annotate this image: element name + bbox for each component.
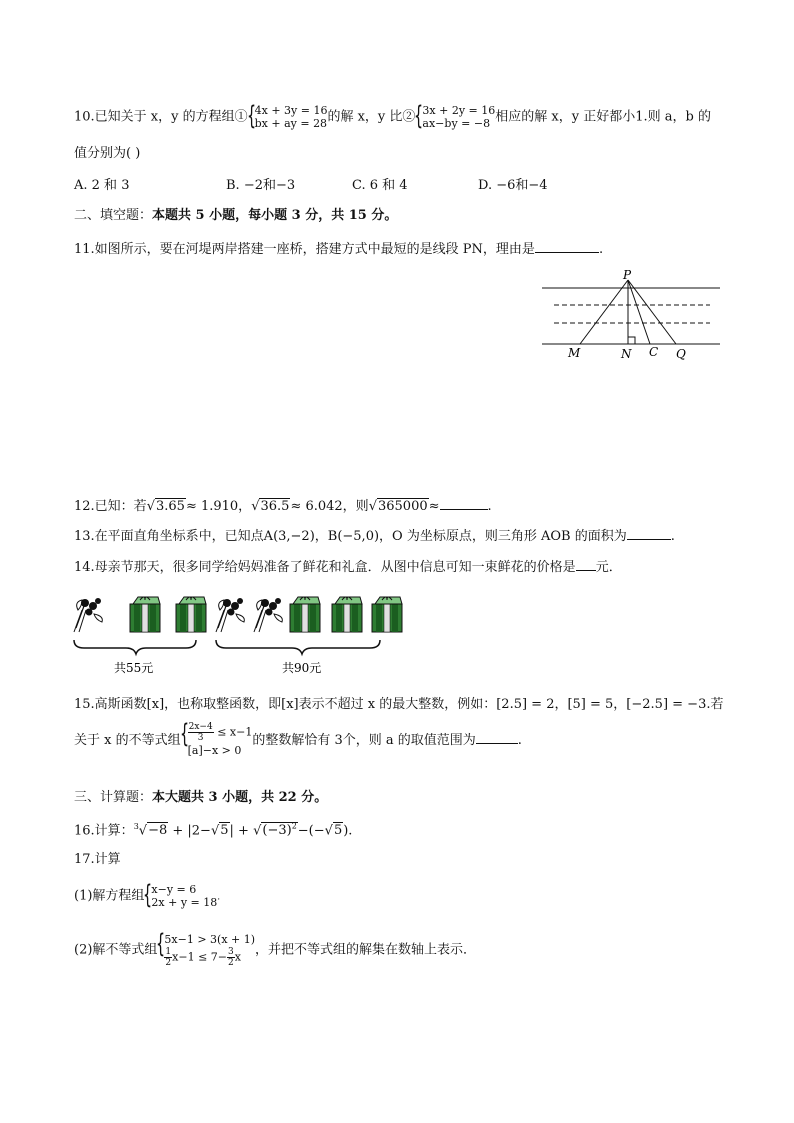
brace-right <box>216 640 380 654</box>
q16-radicand-3-base: (−3) <box>262 823 292 839</box>
q15-line2 <box>74 722 522 759</box>
q17-part1-eq1: { x−y = 6 <box>151 883 197 896</box>
label-m: M <box>568 346 581 360</box>
q10-sys1-eq1: { 4x + 3y = 16 <box>254 104 328 117</box>
q10-sys2-eq2: ax−by = −8 <box>422 117 491 130</box>
q16-end: ). <box>343 823 353 839</box>
q17-frac-3-num: 3 <box>228 947 234 957</box>
q17-part2-label: (2)解不等式组 <box>74 942 158 958</box>
label-q: Q <box>676 347 686 361</box>
q10-line1 <box>74 104 711 130</box>
q17-part2 <box>74 932 476 968</box>
q16-radicand-1: −8 <box>148 823 168 839</box>
gift-box-icon <box>130 597 160 632</box>
q15-frac-den: 3 <box>197 733 204 743</box>
q14-flowers-gifts-figure <box>70 592 410 684</box>
right-angle-mark <box>628 337 635 344</box>
q14-answer-blank <box>576 558 596 571</box>
q17-part2-row2-x: x <box>234 950 241 964</box>
q13-question: 13.在平面直角坐标系中，已知点A(3,−2)，B(−5,0)，O 为坐标原点，则三角形 AOB 的面积为 <box>74 529 627 544</box>
q16-radicand-2: 5 <box>220 823 229 839</box>
q13-answer-blank <box>627 527 671 540</box>
q15-inequality-system <box>181 722 253 759</box>
brace-right-label: 共90元 <box>282 661 322 675</box>
section3-heading <box>74 789 327 807</box>
q17-frac-half-den: 2 <box>165 958 172 968</box>
flower-icon <box>216 598 244 632</box>
q10-mid: 的解 x，y 比② <box>327 109 416 125</box>
q17-part2-row2-mid: x−1 ≤ 7− <box>172 950 228 964</box>
q15-pre: 关于 x 的不等式组 <box>74 733 181 748</box>
label-p: P <box>623 268 632 282</box>
q17-part1 <box>74 883 220 909</box>
q14-question: 14.母亲节那天，很多同学给妈妈准备了鲜花和礼盒．从图中信息可知一束鲜花的价格是 <box>74 560 576 575</box>
q10-options <box>74 177 714 195</box>
q17-frac-three-halves <box>227 947 235 968</box>
q17-frac-3-den: 2 <box>228 958 234 968</box>
gift-box-icon <box>176 597 206 632</box>
gift-box-icon <box>372 597 402 632</box>
flower-icon <box>74 598 102 632</box>
gift-box-icon <box>290 597 320 632</box>
section2-rest: 本题共 5 小题，每小题 3 分，共 15 分。 <box>152 208 398 223</box>
label-n: N <box>621 347 632 361</box>
q16-mid2: | + <box>229 823 254 839</box>
q11-river-figure <box>536 268 726 364</box>
q17-title: 17.计算 <box>74 852 121 867</box>
q11-end: . <box>598 242 604 257</box>
segment-pc <box>628 280 650 344</box>
q12-answer-blank <box>440 497 488 510</box>
label-c: C <box>649 345 659 359</box>
q11-question: 11.如图所示，要在河堤两岸搭建一座桥，搭建方式中最短的是线段 PN，理由是 <box>74 242 535 257</box>
q14-text <box>74 558 622 577</box>
q10-sys1-eq2: bx + ay = 28 <box>254 117 328 130</box>
section2-heading <box>74 207 397 225</box>
q12-end: . <box>487 499 492 514</box>
q10-option-a: A. 2 和 3 <box>74 178 130 193</box>
brace-left <box>74 640 196 654</box>
q12-radicand-1: 3.65 <box>155 499 185 514</box>
q10-option-d: D. −6和−4 <box>478 178 548 193</box>
gift-box-icon <box>332 597 362 632</box>
q10-sys2-eq1: { 3x + 2y = 16 <box>422 104 496 117</box>
q15-post: 的整数解恰有 3个，则 a 的取值范围为 <box>252 733 476 748</box>
q17-part1-eq2: 2x + y = 18 <box>151 896 218 909</box>
q16-text: 16.计算：$^3√-8 + |2-√5| + √(-3)^2-(-√5)$. <box>74 822 353 839</box>
q15-frac-num: { 2x−4 <box>188 722 213 732</box>
q15-line1: 15.高斯函数[x]，也称取整函数，即[x]表示不超过 x 的最大整数，例如：[2.5] = 2，[5] = 5，[−2.5] = −3.若 <box>74 697 724 712</box>
flower-icon <box>254 598 282 632</box>
q12-approx-1: ≈ 1.910， <box>185 499 252 514</box>
q16-radicand-4: 5 <box>333 823 343 839</box>
brace-left-label: 共55元 <box>114 661 154 675</box>
q13-text <box>74 527 675 546</box>
q12-approx-3: ≈ <box>428 499 440 514</box>
q10-system1 <box>248 104 328 130</box>
q15-row1: ≤ x−1 <box>217 725 253 739</box>
q17-part2-end: ，并把不等式组的解集在数轴上表示． <box>255 942 477 958</box>
q11-text <box>74 240 603 259</box>
q10-post: 相应的解 x，y 正好都小1.则 a，b 的 <box>495 109 711 125</box>
section2-label: 二、填空题： <box>74 208 153 223</box>
q16-exponent: 2 <box>291 822 297 831</box>
q14-unit: 元． <box>595 560 622 575</box>
q17-part1-system <box>144 883 217 909</box>
segment-pq <box>628 280 676 344</box>
q10-option-c: C. 6 和 4 <box>352 178 408 193</box>
q16-pre: 16.计算： <box>74 823 134 839</box>
q11-answer-blank <box>535 240 599 253</box>
q13-end: . <box>670 529 675 544</box>
q12-radicand-2: 36.5 <box>260 499 290 514</box>
q15-end: . <box>517 733 522 748</box>
q12-approx-2: ≈ 6.042，则 <box>290 499 369 514</box>
q17-frac-half-num: 1 <box>165 947 172 957</box>
section3-rest: 本大题共 3 小题，共 22 分。 <box>152 790 328 805</box>
q17-part2-row2 <box>164 947 255 968</box>
q17-part1-end: . <box>217 892 221 903</box>
q15-row2: [a]−x > 0 <box>187 744 242 757</box>
segment-pm <box>580 280 628 344</box>
q16-mid1: + |2− <box>168 823 211 839</box>
q16-mid3: −(− <box>297 823 325 839</box>
q17-part2-system <box>157 932 255 968</box>
q15-answer-blank <box>476 731 518 744</box>
q16-radicand-3 <box>261 822 297 838</box>
section3-label: 三、计算题： <box>74 790 153 805</box>
q10-pre: 10.已知关于 x，y 的方程组① <box>74 109 248 125</box>
q17-part2-row1: { 5x−1 > 3(x + 1) <box>164 933 256 946</box>
q15-fraction <box>188 722 214 743</box>
q16-root-index: 3 <box>133 822 139 831</box>
q10-system2 <box>415 104 495 130</box>
q10-option-b: B. −2和−3 <box>226 178 296 193</box>
q12-pre: 12.已知：若 <box>74 499 147 514</box>
q12-radicand-3: 365000 <box>377 499 428 514</box>
q12-text: 12.已知：若√3.65≈ 1.910，√36.5≈ 6.042，则√365000≈ . <box>74 499 492 514</box>
q17-part1-label: (1)解方程组 <box>74 888 145 904</box>
q10-line2: 值分别为( ) <box>74 146 141 161</box>
q17-frac-half <box>164 947 172 968</box>
